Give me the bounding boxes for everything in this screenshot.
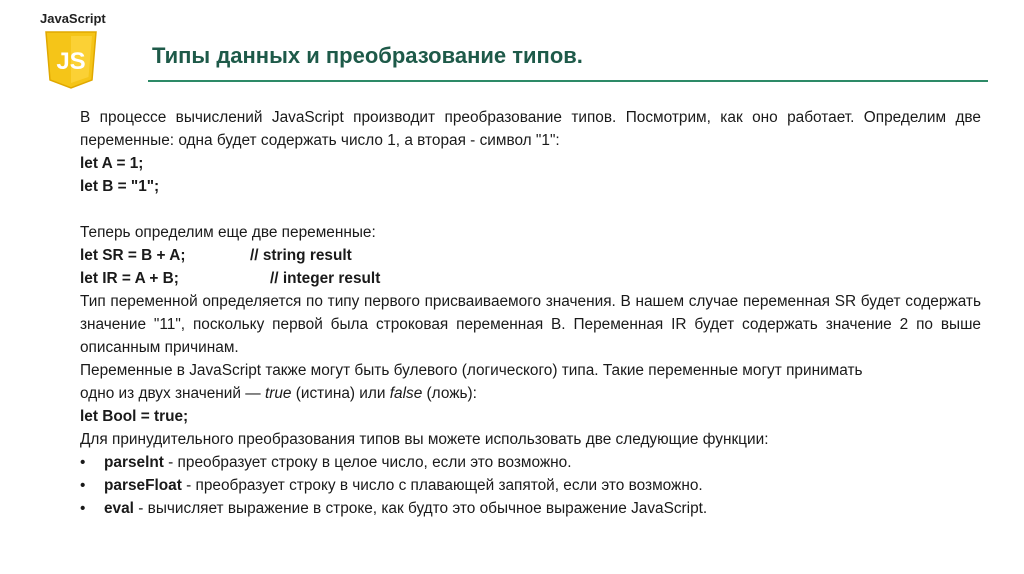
function-list <box>80 451 981 520</box>
code-sr: let SR = B + A; <box>80 247 186 264</box>
list-item <box>80 474 981 497</box>
bool-intro-text: Переменные в JavaScript также могут быть булевого (логического) типа. Такие переменные могут принимать <box>80 362 863 379</box>
function-name: parseFloat <box>104 477 182 494</box>
spacer <box>80 198 981 221</box>
code-line-sr <box>80 244 981 267</box>
code-line-b: let B = "1"; <box>80 178 160 195</box>
title-underline <box>148 80 988 82</box>
funcs-intro-text: Для принудительного преобразования типов вы можете использовать две следующие функции: <box>80 431 769 448</box>
bool-values-line <box>80 382 981 405</box>
function-desc: - преобразует строку в целое число, если это возможно. <box>163 454 572 471</box>
intro-paragraph: В процессе вычислений JavaScript производит преобразование типов. Посмотрим, как оно работает. Определим две переменные: одна будет содержать число 1, а вторая - символ "1": <box>80 109 981 149</box>
slide-body <box>80 106 981 520</box>
logo-letters: JS <box>56 48 86 75</box>
function-desc: - вычисляет выражение в строке, как будто это обычное выражение JavaScript. <box>133 500 708 517</box>
slide-title: Типы данных и преобразование типов. <box>152 43 583 68</box>
bool-false-word: false <box>389 385 423 402</box>
brand-caption: JavaScript <box>40 11 106 26</box>
bool-line-part1: одно из двух значений — <box>80 385 265 402</box>
comment-sr: // string result <box>250 247 352 264</box>
function-name: parselnt <box>104 454 164 471</box>
list-item <box>80 451 981 474</box>
code-line-ir <box>80 267 981 290</box>
function-name: eval <box>104 500 134 517</box>
explain-paragraph: Тип переменной определяется по типу первого присваиваемого значения. В нашем случае переменная SR будет содержать значение "11", поскольку первой была строковая переменная B. Переменная IR будет содержать значение 2 по выше описанным причинам. <box>80 293 981 356</box>
comment-ir: // integer result <box>270 270 381 287</box>
function-desc: - преобразует строку в число с плавающей запятой, если это возможно. <box>181 477 703 494</box>
bool-line-part3: (ложь): <box>422 385 477 402</box>
code-line-bool: let Bool = true; <box>80 408 189 425</box>
list-item <box>80 497 981 520</box>
define-more-text: Теперь определим еще две переменные: <box>80 224 376 241</box>
code-ir: let IR = A + B; <box>80 270 179 287</box>
bool-line-part2: (истина) или <box>291 385 390 402</box>
code-line-a: let A = 1; <box>80 155 144 172</box>
bool-true-word: true <box>264 385 292 402</box>
javascript-shield-logo <box>44 30 98 90</box>
